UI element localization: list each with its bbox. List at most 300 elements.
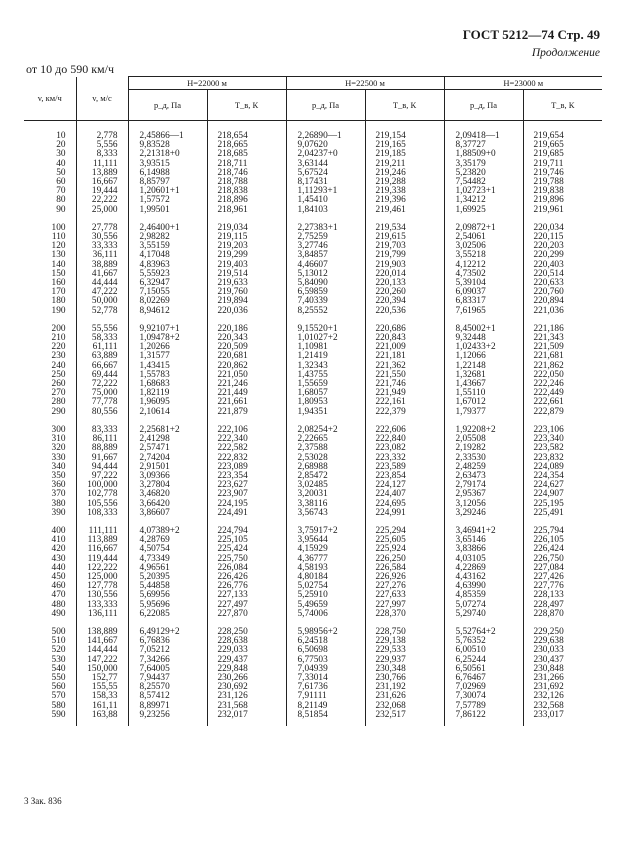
cell-pressure: 7,05212 xyxy=(128,646,207,655)
cell-pressure: 5,07274 xyxy=(444,601,523,610)
cell-speed-ms: 83,333 xyxy=(76,426,128,435)
cell-pressure: 5,76352 xyxy=(444,637,523,646)
cell-temperature: 224,089 xyxy=(523,463,602,472)
cell-pressure: 3,12056 xyxy=(444,500,523,509)
cell-pressure: 4,12212 xyxy=(444,261,523,270)
cell-pressure: 4,03105 xyxy=(444,555,523,564)
cell-speed-kmh: 240 xyxy=(51,360,66,371)
cell-temperature: 220,686 xyxy=(365,325,444,334)
cell-temperature: 219,211 xyxy=(365,160,444,169)
page-number: Стр. 49 xyxy=(557,27,600,42)
cell-temperature: 221,009 xyxy=(365,343,444,352)
cell-speed-kmh: 320 xyxy=(51,443,66,454)
row-spacer xyxy=(24,720,602,726)
cell-pressure: 9,23256 xyxy=(128,711,207,720)
cell-temperature: 222,606 xyxy=(365,426,444,435)
cell-pressure: 3,27746 xyxy=(286,242,365,251)
cell-pressure: 3,46941+2 xyxy=(444,527,523,536)
cell-temperature: 232,517 xyxy=(365,711,444,720)
cell-temperature: 221,550 xyxy=(365,371,444,380)
cell-temperature: 225,195 xyxy=(523,500,602,509)
cell-temperature: 219,034 xyxy=(207,224,286,233)
cell-temperature: 227,633 xyxy=(365,591,444,600)
cell-speed-kmh: 500 xyxy=(51,626,66,637)
cell-temperature: 221,050 xyxy=(207,371,286,380)
cell-pressure: 4,73502 xyxy=(444,270,523,279)
cell-speed-ms: 52,778 xyxy=(76,307,128,316)
cell-temperature: 219,154 xyxy=(365,132,444,141)
cell-pressure: 7,57789 xyxy=(444,702,523,711)
cell-pressure: 1,55659 xyxy=(286,380,365,389)
cell-temperature: 232,568 xyxy=(523,702,602,711)
cell-pressure: 8,25570 xyxy=(128,683,207,692)
cell-speed-ms: 91,667 xyxy=(76,454,128,463)
cell-temperature: 227,276 xyxy=(365,582,444,591)
cell-pressure: 4,96561 xyxy=(128,564,207,573)
cell-temperature: 219,403 xyxy=(207,261,286,270)
cell-temperature: 220,862 xyxy=(207,362,286,371)
cell-speed-kmh: 420 xyxy=(51,544,66,555)
cell-temperature: 224,195 xyxy=(207,500,286,509)
cell-pressure: 1,02723+1 xyxy=(444,187,523,196)
cell-temperature: 228,133 xyxy=(523,591,602,600)
spacer-cell xyxy=(24,316,76,325)
cell-temperature: 220,514 xyxy=(523,270,602,279)
atmosphere-table-container xyxy=(24,76,602,726)
cell-temperature: 219,838 xyxy=(523,187,602,196)
cell-pressure: 1,43415 xyxy=(128,362,207,371)
cell-temperature: 218,711 xyxy=(207,160,286,169)
cell-pressure: 6,77503 xyxy=(286,656,365,665)
cell-temperature: 219,746 xyxy=(523,169,602,178)
cell-temperature: 232,017 xyxy=(207,711,286,720)
cell-speed-ms: 80,556 xyxy=(76,408,128,417)
cell-temperature: 226,084 xyxy=(207,564,286,573)
cell-pressure: 5,67524 xyxy=(286,169,365,178)
cell-pressure: 1,57572 xyxy=(128,196,207,205)
cell-temperature: 222,161 xyxy=(365,398,444,407)
cell-pressure: 1,32681 xyxy=(444,371,523,380)
cell-pressure: 6,49129+2 xyxy=(128,628,207,637)
cell-temperature: 224,407 xyxy=(365,490,444,499)
cell-pressure: 5,23820 xyxy=(444,169,523,178)
cell-temperature: 223,332 xyxy=(365,454,444,463)
cell-temperature: 229,533 xyxy=(365,646,444,655)
cell-pressure: 5,20395 xyxy=(128,573,207,582)
cell-speed-kmh: 70 xyxy=(56,186,66,197)
cell-pressure: 3,02506 xyxy=(444,242,523,251)
cell-temperature: 226,426 xyxy=(207,573,286,582)
cell-speed-ms: 44,444 xyxy=(76,279,128,288)
cell-temperature: 225,605 xyxy=(365,536,444,545)
cell-pressure: 6,24518 xyxy=(286,637,365,646)
column-header-pressure: p_д, Па xyxy=(286,90,365,121)
cell-temperature: 219,711 xyxy=(523,160,602,169)
cell-temperature: 228,497 xyxy=(523,601,602,610)
cell-pressure: 4,15929 xyxy=(286,545,365,554)
cell-temperature: 221,181 xyxy=(365,352,444,361)
cell-pressure: 2,68988 xyxy=(286,463,365,472)
cell-speed-ms: 150,000 xyxy=(76,665,128,674)
cell-pressure: 8,45002+1 xyxy=(444,325,523,334)
spacer-cell xyxy=(24,518,76,527)
cell-temperature: 219,615 xyxy=(365,233,444,242)
cell-temperature: 221,509 xyxy=(523,343,602,352)
spacer-cell xyxy=(365,720,444,726)
cell-pressure: 6,50698 xyxy=(286,646,365,655)
cell-pressure: 1,31577 xyxy=(128,352,207,361)
cell-pressure: 7,33014 xyxy=(286,674,365,683)
cell-temperature: 222,246 xyxy=(523,380,602,389)
cell-speed-kmh: 10 xyxy=(56,131,66,141)
cell-pressure: 1,11293+1 xyxy=(286,187,365,196)
cell-temperature: 221,362 xyxy=(365,362,444,371)
cell-speed-kmh: 530 xyxy=(51,654,66,665)
cell-pressure: 8,85797 xyxy=(128,178,207,187)
cell-speed-ms: 127,778 xyxy=(76,582,128,591)
atmosphere-table xyxy=(24,76,602,726)
cell-pressure: 2,63473 xyxy=(444,472,523,481)
cell-temperature: 225,491 xyxy=(523,509,602,518)
cell-speed-kmh: 450 xyxy=(51,571,66,582)
cell-temperature: 223,106 xyxy=(523,426,602,435)
cell-temperature: 227,776 xyxy=(523,582,602,591)
cell-speed-kmh: 390 xyxy=(51,507,66,518)
cell-temperature: 219,633 xyxy=(207,279,286,288)
cell-speed-kmh: 580 xyxy=(51,700,66,711)
cell-pressure: 2,08254+2 xyxy=(286,426,365,435)
cell-pressure: 4,80184 xyxy=(286,573,365,582)
cell-speed-ms: 27,778 xyxy=(76,224,128,233)
cell-temperature: 229,848 xyxy=(207,665,286,674)
cell-pressure: 5,13012 xyxy=(286,270,365,279)
cell-pressure: 2,91501 xyxy=(128,463,207,472)
cell-temperature: 219,788 xyxy=(523,178,602,187)
altitude-header-23000: H=23000 м xyxy=(444,77,602,90)
cell-speed-kmh: 210 xyxy=(51,333,66,344)
cell-pressure: 9,83528 xyxy=(128,141,207,150)
cell-temperature: 219,903 xyxy=(365,261,444,270)
cell-speed-kmh: 160 xyxy=(51,278,66,289)
cell-temperature: 226,750 xyxy=(523,555,602,564)
cell-speed-kmh: 560 xyxy=(51,682,66,693)
spacer-cell xyxy=(128,720,207,726)
cell-pressure: 4,17048 xyxy=(128,251,207,260)
cell-pressure: 7,64005 xyxy=(128,665,207,674)
cell-pressure: 2,74204 xyxy=(128,454,207,463)
cell-speed-kmh: 290 xyxy=(51,406,66,417)
cell-pressure: 3,56743 xyxy=(286,509,365,518)
cell-pressure: 5,02754 xyxy=(286,582,365,591)
cell-temperature: 218,685 xyxy=(207,150,286,159)
cell-temperature: 220,403 xyxy=(523,261,602,270)
cell-temperature: 220,133 xyxy=(365,279,444,288)
cell-pressure: 2,45866—1 xyxy=(128,132,207,141)
cell-temperature: 220,536 xyxy=(365,307,444,316)
cell-pressure: 3,38116 xyxy=(286,500,365,509)
cell-speed-ms: 94,444 xyxy=(76,463,128,472)
cell-speed-kmh: 440 xyxy=(51,562,66,573)
cell-temperature: 219,203 xyxy=(207,242,286,251)
cell-speed-kmh: 180 xyxy=(51,296,66,307)
cell-pressure: 3,66420 xyxy=(128,500,207,509)
spacer-cell xyxy=(207,720,286,726)
cell-pressure: 4,28769 xyxy=(128,536,207,545)
cell-pressure: 1,92208+2 xyxy=(444,426,523,435)
cell-pressure: 1,67012 xyxy=(444,398,523,407)
cell-temperature: 231,192 xyxy=(365,683,444,692)
table-row xyxy=(24,610,602,619)
cell-speed-ms: 72,222 xyxy=(76,380,128,389)
cell-pressure: 3,84857 xyxy=(286,251,365,260)
cell-pressure: 3,65146 xyxy=(444,536,523,545)
cell-temperature: 223,854 xyxy=(365,472,444,481)
cell-pressure: 1,10981 xyxy=(286,343,365,352)
cell-temperature: 223,089 xyxy=(207,463,286,472)
cell-pressure: 7,54482 xyxy=(444,178,523,187)
table-row xyxy=(24,307,602,316)
cell-temperature: 223,832 xyxy=(523,454,602,463)
cell-temperature: 230,033 xyxy=(523,646,602,655)
cell-temperature: 223,340 xyxy=(523,435,602,444)
cell-speed-ms: 108,333 xyxy=(76,509,128,518)
cell-pressure: 3,02485 xyxy=(286,481,365,490)
cell-temperature: 229,638 xyxy=(523,637,602,646)
cell-pressure: 3,29246 xyxy=(444,509,523,518)
cell-pressure: 6,76836 xyxy=(128,637,207,646)
cell-temperature: 226,250 xyxy=(365,555,444,564)
cell-temperature: 218,746 xyxy=(207,169,286,178)
continuation-label: Продолжение xyxy=(531,47,600,59)
cell-speed-kmh: 280 xyxy=(51,397,66,408)
cell-speed-ms: 147,222 xyxy=(76,656,128,665)
column-header-speed-ms: v, м/с xyxy=(76,77,128,121)
spacer-cell xyxy=(76,720,128,726)
cell-pressure: 1,21419 xyxy=(286,352,365,361)
gost-number: ГОСТ 5212—74 xyxy=(462,27,555,42)
cell-pressure: 3,55218 xyxy=(444,251,523,260)
cell-pressure: 1,80953 xyxy=(286,398,365,407)
cell-speed-ms: 11,111 xyxy=(76,160,128,169)
cell-pressure: 5,95696 xyxy=(128,601,207,610)
cell-speed-ms: 152,77 xyxy=(76,674,128,683)
cell-speed-kmh: 110 xyxy=(51,232,66,243)
cell-speed-kmh: 80 xyxy=(56,195,66,206)
cell-temperature: 221,036 xyxy=(523,307,602,316)
cell-temperature: 226,105 xyxy=(523,536,602,545)
cell-pressure: 5,44858 xyxy=(128,582,207,591)
cell-pressure: 3,63144 xyxy=(286,160,365,169)
cell-pressure: 1,43667 xyxy=(444,380,523,389)
cell-pressure: 1,12066 xyxy=(444,352,523,361)
cell-pressure: 7,40339 xyxy=(286,297,365,306)
cell-pressure: 3,35179 xyxy=(444,160,523,169)
cell-temperature: 220,299 xyxy=(523,251,602,260)
cell-pressure: 6,76467 xyxy=(444,674,523,683)
column-header-temperature: T_в, К xyxy=(523,90,602,121)
cell-pressure: 1,68057 xyxy=(286,389,365,398)
cell-speed-kmh: 570 xyxy=(51,691,66,702)
cell-speed-ms: 158,33 xyxy=(76,692,128,701)
cell-temperature: 232,068 xyxy=(365,702,444,711)
cell-temperature: 231,692 xyxy=(523,683,602,692)
spacer-cell xyxy=(24,121,76,133)
cell-temperature: 221,949 xyxy=(365,389,444,398)
cell-pressure: 1,02433+2 xyxy=(444,343,523,352)
cell-temperature: 220,843 xyxy=(365,334,444,343)
cell-temperature: 223,082 xyxy=(365,444,444,453)
cell-pressure: 3,27804 xyxy=(128,481,207,490)
cell-temperature: 230,348 xyxy=(365,665,444,674)
cell-temperature: 227,426 xyxy=(523,573,602,582)
cell-temperature: 220,115 xyxy=(523,233,602,242)
cell-temperature: 219,896 xyxy=(523,196,602,205)
cell-speed-ms: 116,667 xyxy=(76,545,128,554)
document-header xyxy=(300,27,600,43)
cell-speed-ms: 144,444 xyxy=(76,646,128,655)
cell-pressure: 1,79377 xyxy=(444,408,523,417)
cell-temperature: 224,794 xyxy=(207,527,286,536)
cell-temperature: 219,288 xyxy=(365,178,444,187)
cell-pressure: 4,43162 xyxy=(444,573,523,582)
cell-temperature: 229,937 xyxy=(365,656,444,665)
cell-speed-ms: 5,556 xyxy=(76,141,128,150)
cell-speed-ms: 113,889 xyxy=(76,536,128,545)
cell-pressure: 5,52764+2 xyxy=(444,628,523,637)
cell-pressure: 5,55923 xyxy=(128,270,207,279)
cell-speed-kmh: 590 xyxy=(51,709,66,720)
column-header-pressure: p_д, Па xyxy=(444,90,523,121)
cell-temperature: 220,036 xyxy=(207,307,286,316)
cell-pressure: 1,68683 xyxy=(128,380,207,389)
cell-pressure: 8,94612 xyxy=(128,307,207,316)
spacer-cell xyxy=(24,417,76,426)
cell-temperature: 220,203 xyxy=(523,242,602,251)
cell-pressure: 1,94351 xyxy=(286,408,365,417)
cell-pressure: 1,22148 xyxy=(444,362,523,371)
cell-speed-kmh: 190 xyxy=(51,305,66,316)
cell-speed-kmh: 490 xyxy=(51,608,66,619)
cell-speed-ms: 30,556 xyxy=(76,233,128,242)
cell-pressure: 2,85472 xyxy=(286,472,365,481)
cell-pressure: 1,09478+2 xyxy=(128,334,207,343)
cell-pressure: 1,45410 xyxy=(286,196,365,205)
column-header-speed-kmh: v, км/ч xyxy=(24,77,76,121)
cell-pressure: 7,15055 xyxy=(128,288,207,297)
cell-speed-kmh: 340 xyxy=(51,461,66,472)
cell-speed-kmh: 480 xyxy=(51,599,66,610)
cell-pressure: 8,89971 xyxy=(128,702,207,711)
cell-pressure: 7,30074 xyxy=(444,692,523,701)
cell-temperature: 230,766 xyxy=(365,674,444,683)
cell-pressure: 2,46400+1 xyxy=(128,224,207,233)
cell-pressure: 5,49659 xyxy=(286,601,365,610)
cell-temperature: 220,034 xyxy=(523,224,602,233)
table-row xyxy=(24,408,602,417)
cell-pressure: 2,79174 xyxy=(444,481,523,490)
cell-temperature: 225,105 xyxy=(207,536,286,545)
cell-temperature: 220,014 xyxy=(365,270,444,279)
altitude-header-22500: H=22500 м xyxy=(286,77,444,90)
cell-temperature: 221,879 xyxy=(207,408,286,417)
cell-speed-kmh: 220 xyxy=(51,342,66,353)
cell-pressure: 1,55783 xyxy=(128,371,207,380)
cell-temperature: 227,133 xyxy=(207,591,286,600)
cell-pressure: 7,61965 xyxy=(444,307,523,316)
cell-pressure: 8,17431 xyxy=(286,178,365,187)
cell-speed-kmh: 230 xyxy=(51,351,66,362)
cell-temperature: 219,115 xyxy=(207,233,286,242)
column-header-temperature: T_в, К xyxy=(207,90,286,121)
cell-speed-ms: 133,333 xyxy=(76,601,128,610)
cell-pressure: 1,96095 xyxy=(128,398,207,407)
cell-temperature: 219,396 xyxy=(365,196,444,205)
cell-temperature: 220,260 xyxy=(365,288,444,297)
cell-temperature: 221,661 xyxy=(207,398,286,407)
cell-temperature: 219,338 xyxy=(365,187,444,196)
cell-speed-ms: 161,11 xyxy=(76,702,128,711)
cell-temperature: 219,165 xyxy=(365,141,444,150)
cell-pressure: 3,75917+2 xyxy=(286,527,365,536)
cell-temperature: 222,106 xyxy=(207,426,286,435)
cell-pressure: 2,27383+1 xyxy=(286,224,365,233)
cell-speed-kmh: 360 xyxy=(51,480,66,491)
cell-temperature: 226,926 xyxy=(365,573,444,582)
cell-pressure: 2,98282 xyxy=(128,233,207,242)
table-row xyxy=(24,711,602,720)
cell-temperature: 222,050 xyxy=(523,371,602,380)
cell-pressure: 7,61736 xyxy=(286,683,365,692)
cell-temperature: 223,627 xyxy=(207,481,286,490)
cell-temperature: 229,437 xyxy=(207,656,286,665)
cell-pressure: 4,83963 xyxy=(128,261,207,270)
cell-temperature: 223,354 xyxy=(207,472,286,481)
cell-speed-ms: 100,000 xyxy=(76,481,128,490)
cell-pressure: 1,01027+2 xyxy=(286,334,365,343)
cell-speed-ms: 55,556 xyxy=(76,325,128,334)
spacer-cell xyxy=(444,720,523,726)
cell-temperature: 218,896 xyxy=(207,196,286,205)
cell-pressure: 9,92107+1 xyxy=(128,325,207,334)
cell-speed-kmh: 520 xyxy=(51,645,66,656)
cell-pressure: 4,36777 xyxy=(286,555,365,564)
cell-speed-ms: 102,778 xyxy=(76,490,128,499)
cell-speed-kmh: 170 xyxy=(51,287,66,298)
cell-speed-ms: 66,667 xyxy=(76,362,128,371)
cell-pressure: 7,34266 xyxy=(128,656,207,665)
cell-speed-kmh: 120 xyxy=(51,241,66,252)
cell-temperature: 226,776 xyxy=(207,582,286,591)
cell-temperature: 219,461 xyxy=(365,206,444,215)
cell-temperature: 222,449 xyxy=(523,389,602,398)
cell-speed-kmh: 100 xyxy=(51,222,66,233)
cell-temperature: 219,799 xyxy=(365,251,444,260)
table-row xyxy=(24,509,602,518)
cell-speed-kmh: 260 xyxy=(51,379,66,390)
cell-temperature: 226,584 xyxy=(365,564,444,573)
cell-pressure: 5,29740 xyxy=(444,610,523,619)
cell-temperature: 231,626 xyxy=(365,692,444,701)
cell-temperature: 222,832 xyxy=(207,454,286,463)
cell-pressure: 2,22665 xyxy=(286,435,365,444)
cell-pressure: 2,33530 xyxy=(444,454,523,463)
cell-speed-ms: 125,000 xyxy=(76,573,128,582)
cell-pressure: 3,20031 xyxy=(286,490,365,499)
cell-speed-ms: 141,667 xyxy=(76,637,128,646)
cell-pressure: 6,83317 xyxy=(444,297,523,306)
cell-pressure: 6,00510 xyxy=(444,646,523,655)
spacer-cell xyxy=(24,619,76,628)
